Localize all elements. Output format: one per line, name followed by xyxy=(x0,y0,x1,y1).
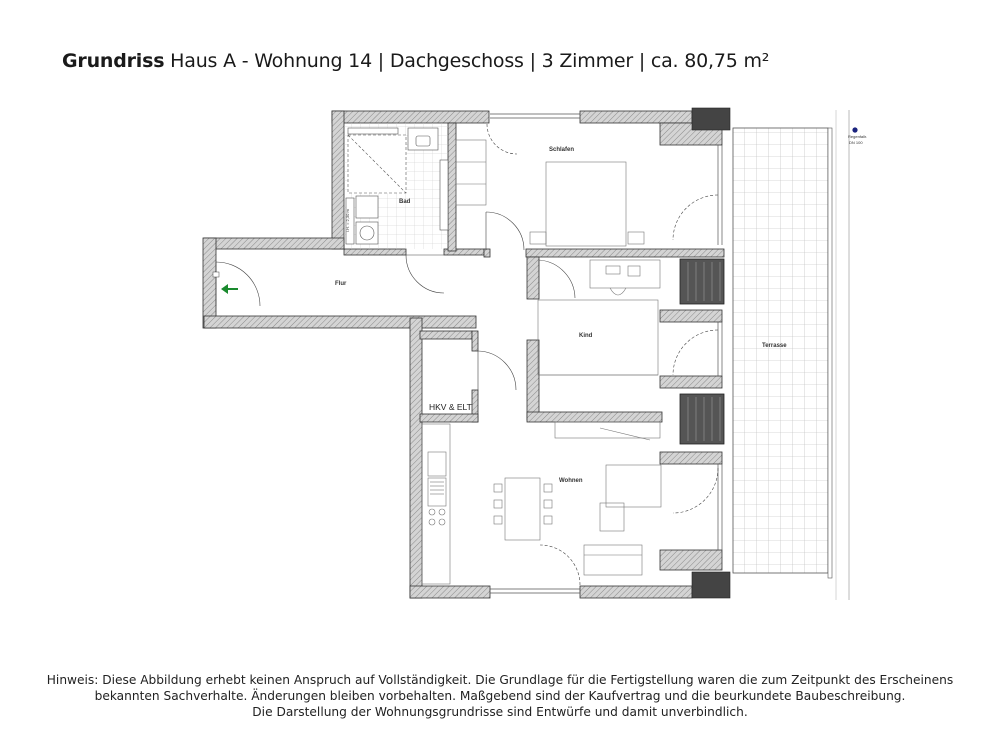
schlafen-furniture xyxy=(456,140,644,246)
corner-blocks xyxy=(692,108,730,598)
disclaimer xyxy=(0,672,1000,720)
exit-arrow-icon xyxy=(213,272,238,294)
bath-height-label: l.H. = 2,30 m xyxy=(345,209,350,232)
disclaimer-line-2: bekannten Sachverhalte. Änderungen bleiben vorbehalten. Maßgebend sind der Kaufvertrag und die beurkundete Baubeschreibung. xyxy=(94,689,906,703)
wohnen-furniture xyxy=(422,422,661,584)
room-label-kind: Kind xyxy=(579,333,593,339)
disclaimer-line-1: Hinweis: Diese Abbildung erhebt keinen Anspruch auf Vollständigkeit. Die Grundlage für die Fertigstellung waren die zum Zeitpunkt des Erscheinens xyxy=(46,673,954,687)
drainpipe-label-1: Regenfallr. xyxy=(848,134,868,139)
dormer-boxes xyxy=(680,259,724,444)
room-label-flur: Flur xyxy=(335,281,347,287)
room-label-schlafen: Schlafen xyxy=(549,147,575,153)
room-label-hkv: HKV & ELT xyxy=(429,402,472,412)
kind-furniture xyxy=(538,260,660,375)
room-label-bad: Bad xyxy=(399,199,411,205)
room-label-terrasse: Terrasse xyxy=(762,343,787,349)
drainpipe-label-2: DN 100 xyxy=(849,140,863,145)
bath-fixtures xyxy=(344,123,448,249)
room-label-wohnen: Wohnen xyxy=(559,478,583,484)
facade-windows xyxy=(490,114,722,593)
disclaimer-line-3: Die Darstellung der Wohnungsgrundrisse sind Entwürfe und damit unverbindlich. xyxy=(252,705,748,719)
drainpipe-marker xyxy=(848,127,867,145)
title-rest: Haus A - Wohnung 14 | Dachgeschoss | 3 Zimmer | ca. 80,75 m² xyxy=(164,50,770,72)
doors xyxy=(216,124,718,585)
terrace xyxy=(733,110,849,600)
title-bold: Grundriss xyxy=(62,50,165,72)
